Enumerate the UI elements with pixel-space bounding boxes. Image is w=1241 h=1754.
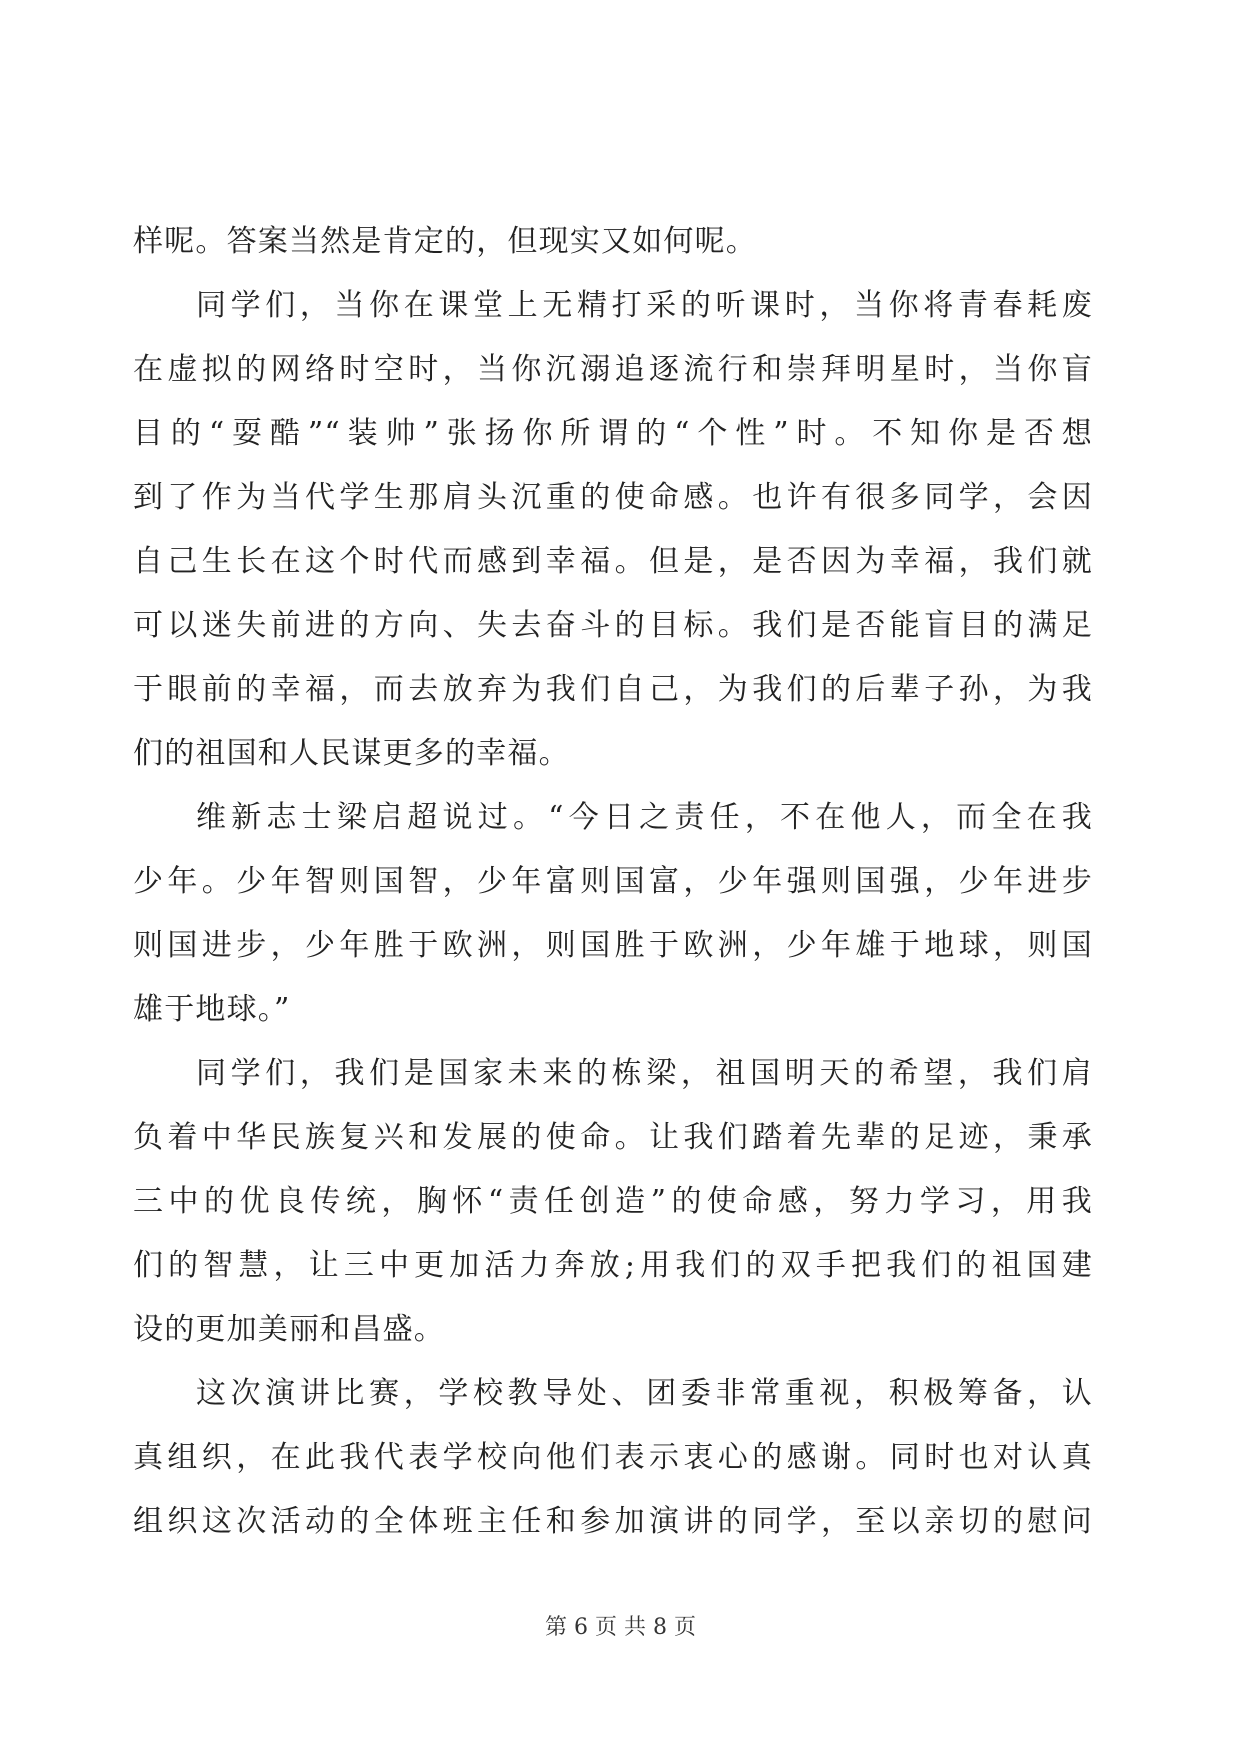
text-line: 在虚拟的网络时空时，当你沉溺追逐流行和崇拜明星时，当你盲 [133,352,1093,387]
text-line: 可以迷失前进的方向、失去奋斗的目标。我们是否能盲目的满足 [133,608,1093,643]
text-line: 于眼前的幸福，而去放弃为我们自己，为我们的后辈子孙，为我 [133,672,1093,707]
text-line: 同学们，我们是国家未来的栋梁，祖国明天的希望，我们肩 [196,1056,1093,1091]
text-line: 维新志士梁启超说过。“今日之责任，不在他人，而全在我 [196,800,1093,835]
text-line: 样呢。答案当然是肯定的，但现实又如何呢。 [133,224,757,259]
text-line: 组织这次活动的全体班主任和参加演讲的同学，至以亲切的慰问 [133,1504,1093,1539]
text-line: 少年。少年智则国智，少年富则国富，少年强则国强，少年进步 [133,864,1093,899]
text-line: 们的智慧，让三中更加活力奔放;用我们的双手把我们的祖国建 [133,1248,1093,1283]
text-line: 们的祖国和人民谋更多的幸福。 [133,736,570,771]
text-line: 雄于地球。” [133,992,291,1027]
text-line: 自己生长在这个时代而感到幸福。但是，是否因为幸福，我们就 [133,544,1093,579]
page-footer [0,1610,1241,1641]
text-line: 负着中华民族复兴和发展的使命。让我们踏着先辈的足迹，秉承 [133,1120,1093,1155]
body-text [133,210,1093,1554]
text-line: 这次演讲比赛，学校教导处、团委非常重视，积极筹备，认 [196,1376,1093,1411]
text-line: 同学们，当你在课堂上无精打采的听课时，当你将青春耗废 [196,288,1093,323]
text-line: 真组织，在此我代表学校向他们表示衷心的感谢。同时也对认真 [133,1440,1093,1475]
text-line: 三中的优良传统，胸怀“责任创造”的使命感，努力学习，用我 [133,1184,1093,1219]
text-line: 到了作为当代学生那肩头沉重的使命感。也许有很多同学，会因 [133,480,1093,515]
text-line: 设的更加美丽和昌盛。 [133,1312,445,1347]
text-line: 则国进步，少年胜于欧洲，则国胜于欧洲，少年雄于地球，则国 [133,928,1093,963]
page-number-label: 第 6 页 共 8 页 [545,1615,696,1640]
text-line: 目的“耍酷”“装帅”张扬你所谓的“个性”时。不知你是否想 [133,416,1093,451]
